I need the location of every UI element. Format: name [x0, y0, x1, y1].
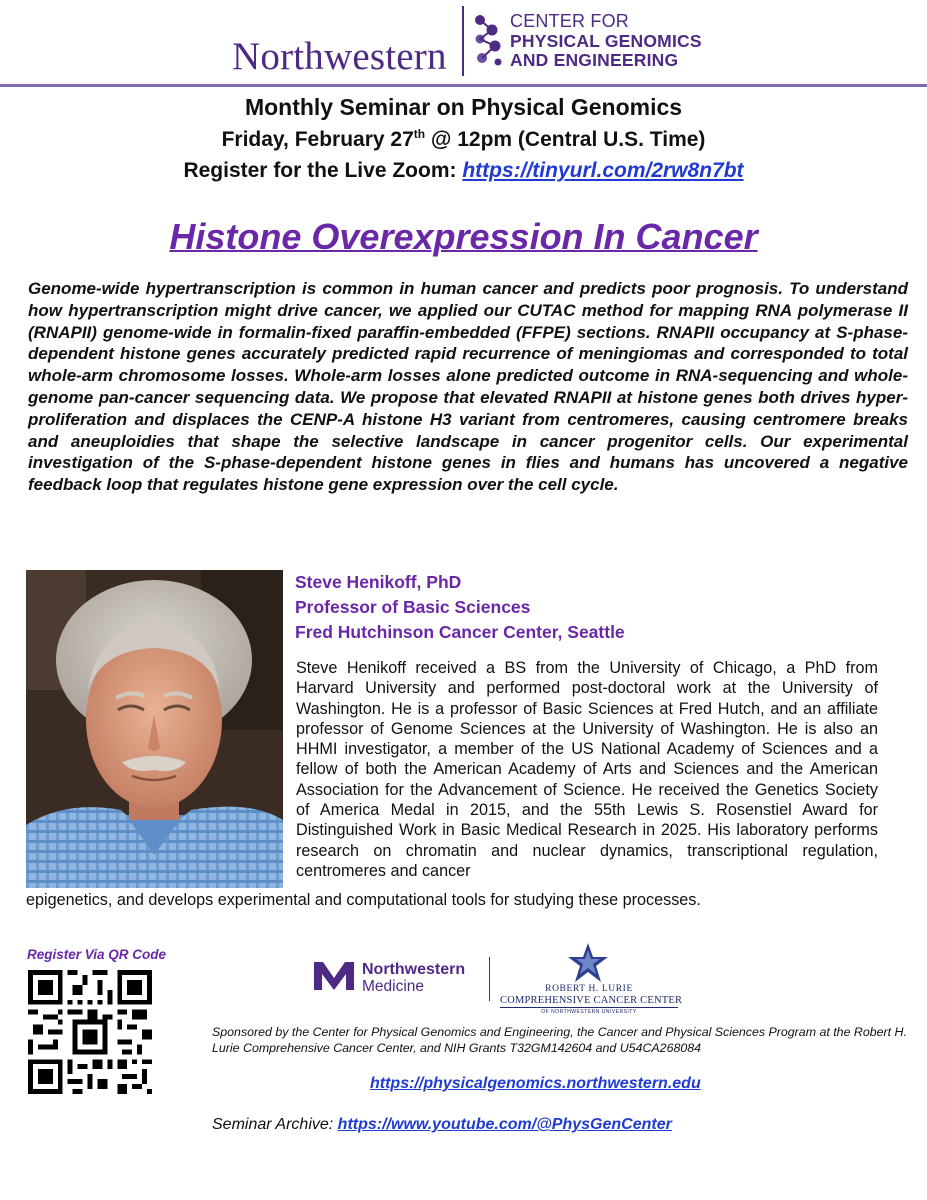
lurie-star-icon	[566, 942, 610, 984]
footer-logo-divider	[489, 957, 490, 1001]
lurie-university: OF NORTHWESTERN UNIVERSITY	[541, 1009, 637, 1015]
cpge-molecule-icon	[470, 12, 510, 68]
website-link[interactable]: https://physicalgenomics.northwestern.edu	[370, 1075, 701, 1092]
lurie-name: ROBERT H. LURIE	[545, 984, 633, 994]
nm-subtitle: Medicine	[362, 978, 425, 995]
abstract: Genome-wide hypertranscription is common in human cancer and predicts poor prognosis. To understand how hypertranscription might drive cancer, we applied our CUTAC method for mapping RNA polymerase II (RNAPII) genome-wide in formalin-fixed paraffin-embedded (FFPE) sections. RNAPII occupancy at S-phase-dependent histone genes accurately predicted rapid recurrence of meningiomas and corresponded to total whole-arm chromosome losses. Whole-arm losses alone predicted outcome in RNA-sequencing and whole-genome pan-cancer sequencing data. We propose that elevated RNAPII at histone genes both drives hyper-proliferation and displaces the CENP-A histone H3 variant from centromeres, causing centromere breaks and aneuploidies that shape the selective landscape in cancer progenitor cells. Our experimental investigation of the S-phase-dependent histone genes in flies and humans has uncovered a negative feedback loop that regulates histone gene expression over the cell cycle.	[28, 279, 908, 495]
talk-title: Histone Overexpression In Cancer	[169, 216, 758, 257]
header-rule	[0, 84, 927, 87]
sponsor-text: Sponsored by the Center for Physical Genomics and Engineering, the Cancer and Physical Sciences Program at the Robert H. Lurie Comprehensive Cancer Center, and NIH Grants T32GM142604 and U54CA268084	[212, 1025, 907, 1055]
nm-name: Northwestern	[362, 961, 466, 978]
archive-label: Seminar Archive:	[212, 1116, 338, 1133]
seminar-archive	[212, 1116, 672, 1134]
header-divider	[462, 6, 464, 76]
speaker-photo	[26, 570, 283, 888]
date-suffix: th	[413, 127, 426, 141]
speaker-position: Professor of Basic Sciences	[295, 597, 531, 617]
speaker-bio-continued: epigenetics, and develops experimental and computational tools for studying these processes.	[26, 891, 701, 909]
seminar-title: Monthly Seminar on Physical Genomics	[244, 94, 683, 120]
register-line	[0, 159, 927, 183]
zoom-register-link[interactable]: https://tinyurl.com/2rw8n7bt	[462, 159, 744, 182]
qr-label: Register Via QR Code	[27, 947, 167, 962]
date-time: @ 12pm (Central U.S. Time)	[425, 128, 706, 151]
date-main: Friday, February 27	[221, 128, 414, 151]
registration-qr-code[interactable]	[28, 970, 152, 1094]
register-label: Register for the Live Zoom:	[183, 159, 463, 182]
lurie-center: COMPREHENSIVE CANCER CENTER	[500, 995, 683, 1006]
center-line-2: PHYSICAL GENOMICS	[510, 31, 702, 51]
center-line-3: AND ENGINEERING	[510, 50, 679, 70]
center-line-1: CENTER FOR	[510, 11, 629, 31]
northwestern-medicine-icon	[314, 962, 354, 990]
speaker-affiliation: Fred Hutchinson Cancer Center, Seattle	[295, 622, 625, 642]
speaker-name: Steve Henikoff, PhD	[295, 572, 462, 592]
speaker-bio: Steve Henikoff received a BS from the University of Chicago, a PhD from Harvard University and performed post-doctoral work at the University of Washington. He is a professor of Basic Sciences at Fred Hutch, and an affiliate professor of Genome Sciences at the University of Washington. He is also an HHMI investigator, a member of the US National Academy of Sciences and a fellow of both the American Academy of Arts and Sciences and the American Association for the Advancement of Science. He received the Genetics Society of America Medal in 2015, and the 55th Lewis S. Rosenstiel Award for Distinguished Work in Basic Medical Research in 2025. His laboratory performs research on chromatin and nuclear dynamics, transcriptional regulation, centromeres and cancer	[296, 659, 878, 880]
northwestern-wordmark: Northwestern	[232, 35, 447, 78]
seminar-date	[0, 127, 927, 152]
youtube-archive-link[interactable]: https://www.youtube.com/@PhysGenCenter	[337, 1116, 672, 1133]
